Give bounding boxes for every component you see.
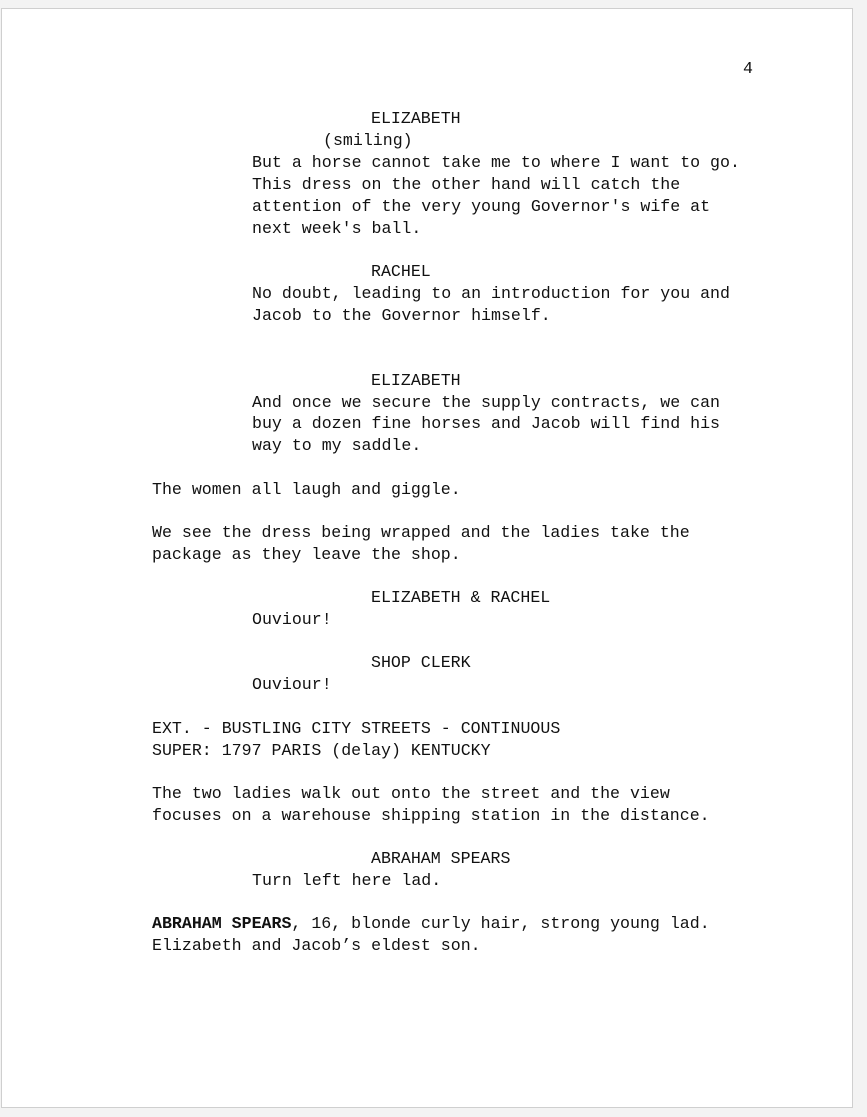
dialogue-line: Ouviour! (252, 675, 332, 694)
action-line (152, 913, 710, 935)
character-name: ELIZABETH & RACHEL (371, 588, 551, 607)
parenthetical: (smiling) (323, 131, 413, 150)
dialogue-line: No doubt, leading to an introduction for you and (252, 284, 730, 303)
action-line: The two ladies walk out onto the street and the view (152, 784, 670, 803)
action-line: We see the dress being wrapped and the ladies take the (152, 523, 690, 542)
action-line: focuses on a warehouse shipping station in the distance. (152, 806, 710, 825)
script-page (1, 8, 853, 1108)
character-name: ABRAHAM SPEARS (371, 849, 511, 868)
character-intro-name: ABRAHAM SPEARS (152, 914, 292, 933)
dialogue-line: But a horse cannot take me to where I want to go. (252, 153, 740, 172)
character-name: ELIZABETH (371, 371, 461, 390)
dialogue-line: And once we secure the supply contracts, we can (252, 393, 721, 412)
action-line: package as they leave the shop. (152, 545, 461, 564)
dialogue-line: Turn left here lad. (252, 871, 442, 890)
action-line: Elizabeth and Jacob’s eldest son. (152, 936, 481, 955)
character-name: SHOP CLERK (371, 653, 471, 672)
dialogue-line: way to my saddle. (252, 436, 422, 455)
dialogue-line: This dress on the other hand will catch the (252, 175, 681, 194)
page-number: 4 (743, 59, 753, 78)
dialogue-line: Jacob to the Governor himself. (252, 306, 551, 325)
super-line: SUPER: 1797 PARIS (delay) KENTUCKY (152, 741, 491, 760)
dialogue-line: Ouviour! (252, 610, 332, 629)
action-line: The women all laugh and giggle. (152, 480, 461, 499)
character-intro-description: , 16, blonde curly hair, strong young lad. (291, 914, 710, 933)
character-name: RACHEL (371, 262, 431, 281)
dialogue-line: attention of the very young Governor's wife at (252, 197, 711, 216)
scene-heading: EXT. - BUSTLING CITY STREETS - CONTINUOUS (152, 719, 561, 738)
dialogue-line: next week's ball. (252, 219, 422, 238)
character-name: ELIZABETH (371, 109, 461, 128)
dialogue-line: buy a dozen fine horses and Jacob will find his (252, 414, 721, 433)
